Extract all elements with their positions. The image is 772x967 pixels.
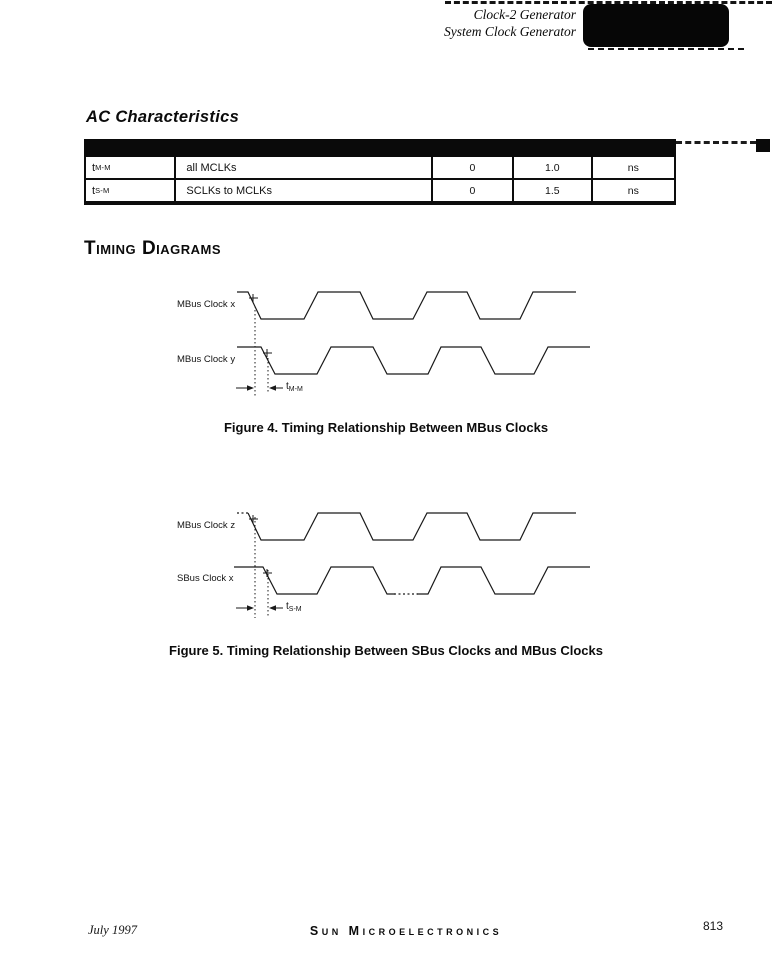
min-cell: 0 — [433, 180, 514, 201]
arrowhead — [269, 385, 276, 391]
footer-date: July 1997 — [88, 923, 137, 937]
table-header-bar — [84, 139, 676, 157]
arrowhead — [269, 605, 276, 611]
t-symbol: t — [286, 601, 289, 612]
scan-artifact-dashes-right — [676, 141, 756, 144]
signal-label-sbus-clock-x: SBus Clock x — [177, 573, 234, 584]
table-bottom-rule — [84, 201, 676, 205]
t-symbol: t — [286, 381, 289, 392]
arrowhead — [247, 605, 254, 611]
t-mm-annotation — [286, 381, 303, 393]
mbus-clock-z-waveform — [248, 513, 576, 540]
document-title — [444, 6, 576, 40]
table-row — [84, 180, 676, 201]
table-row — [84, 157, 676, 180]
parameter-cell: all MCLKs — [176, 157, 432, 178]
arrowhead — [247, 385, 254, 391]
t-subscript: S-M — [288, 606, 302, 613]
symbol-subscript: S-M — [95, 186, 110, 195]
ac-characteristics-heading: AC Characteristics — [86, 108, 240, 126]
t-subscript: M-M — [288, 386, 303, 393]
sbus-clock-x-waveform — [417, 567, 590, 594]
scan-artifact-blob — [756, 139, 770, 152]
redacted-logo-box — [583, 4, 729, 47]
unit-cell: ns — [627, 184, 639, 197]
figure5-caption: Figure 5. Timing Relationship Between SBus Clocks and MBus Clocks — [169, 643, 603, 658]
sbus-clock-x-waveform — [234, 567, 395, 594]
scan-artifact-dashes-bottom — [588, 48, 744, 50]
mbus-clock-x-waveform — [237, 292, 576, 319]
document-title-line2: System Clock Generator — [444, 24, 576, 39]
t-sm-annotation — [286, 601, 302, 613]
footer-company: Sun Microelectronics — [309, 924, 503, 938]
unit-cell: ns — [627, 161, 639, 174]
symbol-base: t — [92, 184, 96, 197]
max-cell: 1.0 — [514, 157, 592, 178]
max-cell: 1.5 — [514, 180, 592, 201]
symbol-base: t — [92, 161, 96, 174]
document-title-line1: Clock-2 Generator — [473, 7, 576, 22]
figure4-caption: Figure 4. Timing Relationship Between MBus Clocks — [223, 420, 549, 435]
signal-label-mbus-clock-y: MBus Clock y — [177, 354, 236, 365]
min-cell: 0 — [433, 157, 514, 178]
parameter-cell: SCLKs to MCLKs — [176, 180, 432, 201]
timing-diagrams-heading: Timing Diagrams — [84, 238, 222, 259]
ac-characteristics-table — [84, 139, 676, 205]
symbol-cell — [86, 157, 176, 178]
symbol-cell — [86, 180, 176, 201]
signal-label-mbus-clock-z: MBus Clock z — [177, 520, 236, 531]
footer-page-number: 813 — [703, 919, 724, 933]
symbol-subscript: M-M — [95, 163, 111, 172]
mbus-clock-y-waveform — [237, 347, 590, 374]
signal-label-mbus-clock-x: MBus Clock x — [177, 299, 236, 310]
